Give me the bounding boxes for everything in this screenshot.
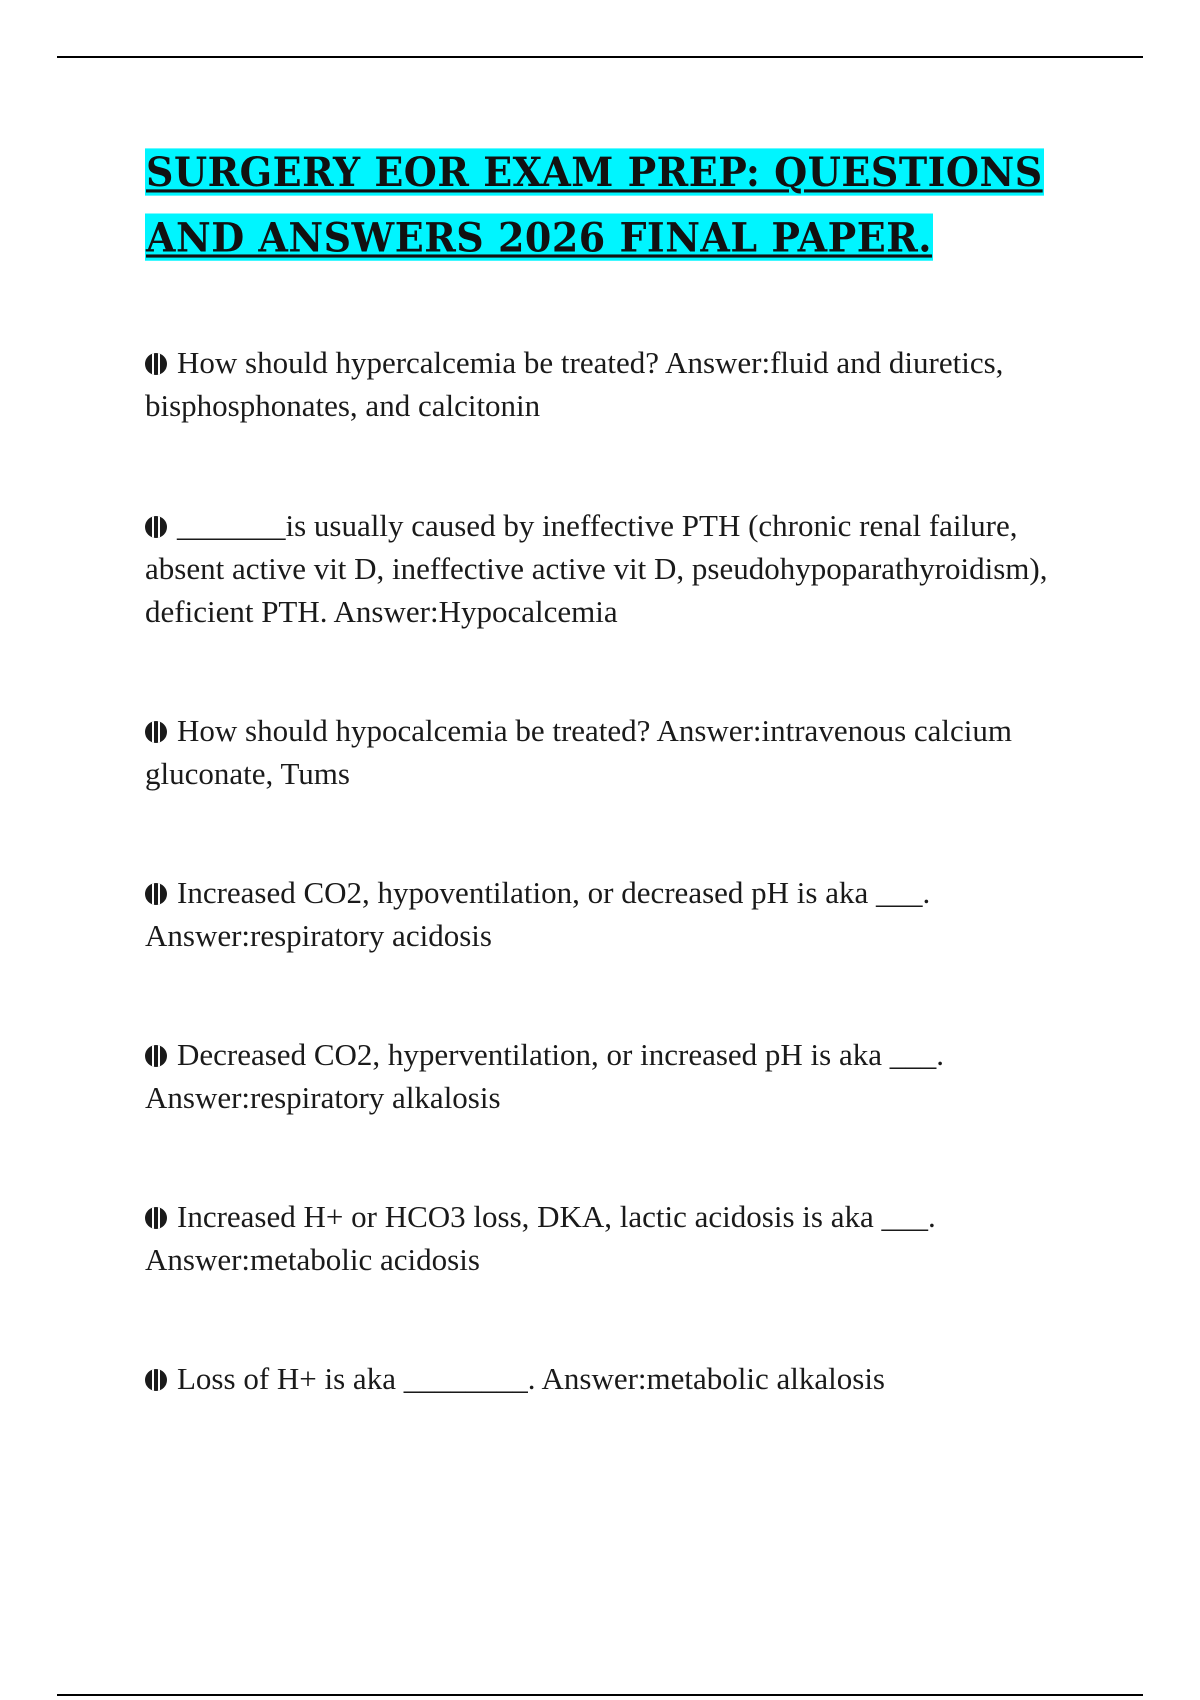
qa-item-text: _______is usually caused by ineffective PTH (chronic renal failure, absent active vit D, ineffective active vit D, pseudohypoparathyroidism), deficient PTH. Answer:Hypocalcemia — [145, 508, 1048, 629]
bullet-icon — [145, 883, 167, 905]
qa-item-text: Increased H+ or HCO3 loss, DKA, lactic acidosis is aka ___. Answer:metabolic acidosis — [145, 1199, 936, 1277]
qa-item-6 — [145, 1195, 1075, 1281]
bullet-icon — [145, 353, 167, 375]
bottom-rule — [57, 1694, 1143, 1696]
qa-item-text: Decreased CO2, hyperventilation, or increased pH is aka ___. Answer:respiratory alkalosis — [145, 1037, 944, 1115]
qa-item-7 — [145, 1357, 1075, 1400]
bullet-icon — [145, 516, 167, 538]
bullet-icon — [145, 1369, 167, 1391]
qa-item-3 — [145, 709, 1075, 795]
qa-item-4 — [145, 871, 1075, 957]
qa-item-text: Increased CO2, hypoventilation, or decreased pH is aka ___. Answer:respiratory acidosis — [145, 875, 931, 953]
bullet-icon — [145, 1045, 167, 1067]
qa-item-text: How should hypocalcemia be treated? Answer:intravenous calcium gluconate, Tums — [145, 713, 1013, 791]
document-title-text: SURGERY EOR EXAM PREP: QUESTIONS AND ANSWERS 2026 FINAL PAPER. — [146, 148, 1043, 261]
bullet-icon — [145, 721, 167, 743]
qa-item-2 — [145, 504, 1075, 633]
qa-item-text: Loss of H+ is aka ________. Answer:metabolic alkalosis — [177, 1361, 885, 1396]
qa-item-5 — [145, 1033, 1075, 1119]
bullet-icon — [145, 1207, 167, 1229]
document-title — [145, 140, 1065, 270]
qa-item-text: How should hypercalcemia be treated? Answer:fluid and diuretics, bisphosphonates, and calcitonin — [145, 345, 1004, 423]
qa-item-1 — [145, 341, 1075, 427]
top-rule — [57, 56, 1143, 58]
